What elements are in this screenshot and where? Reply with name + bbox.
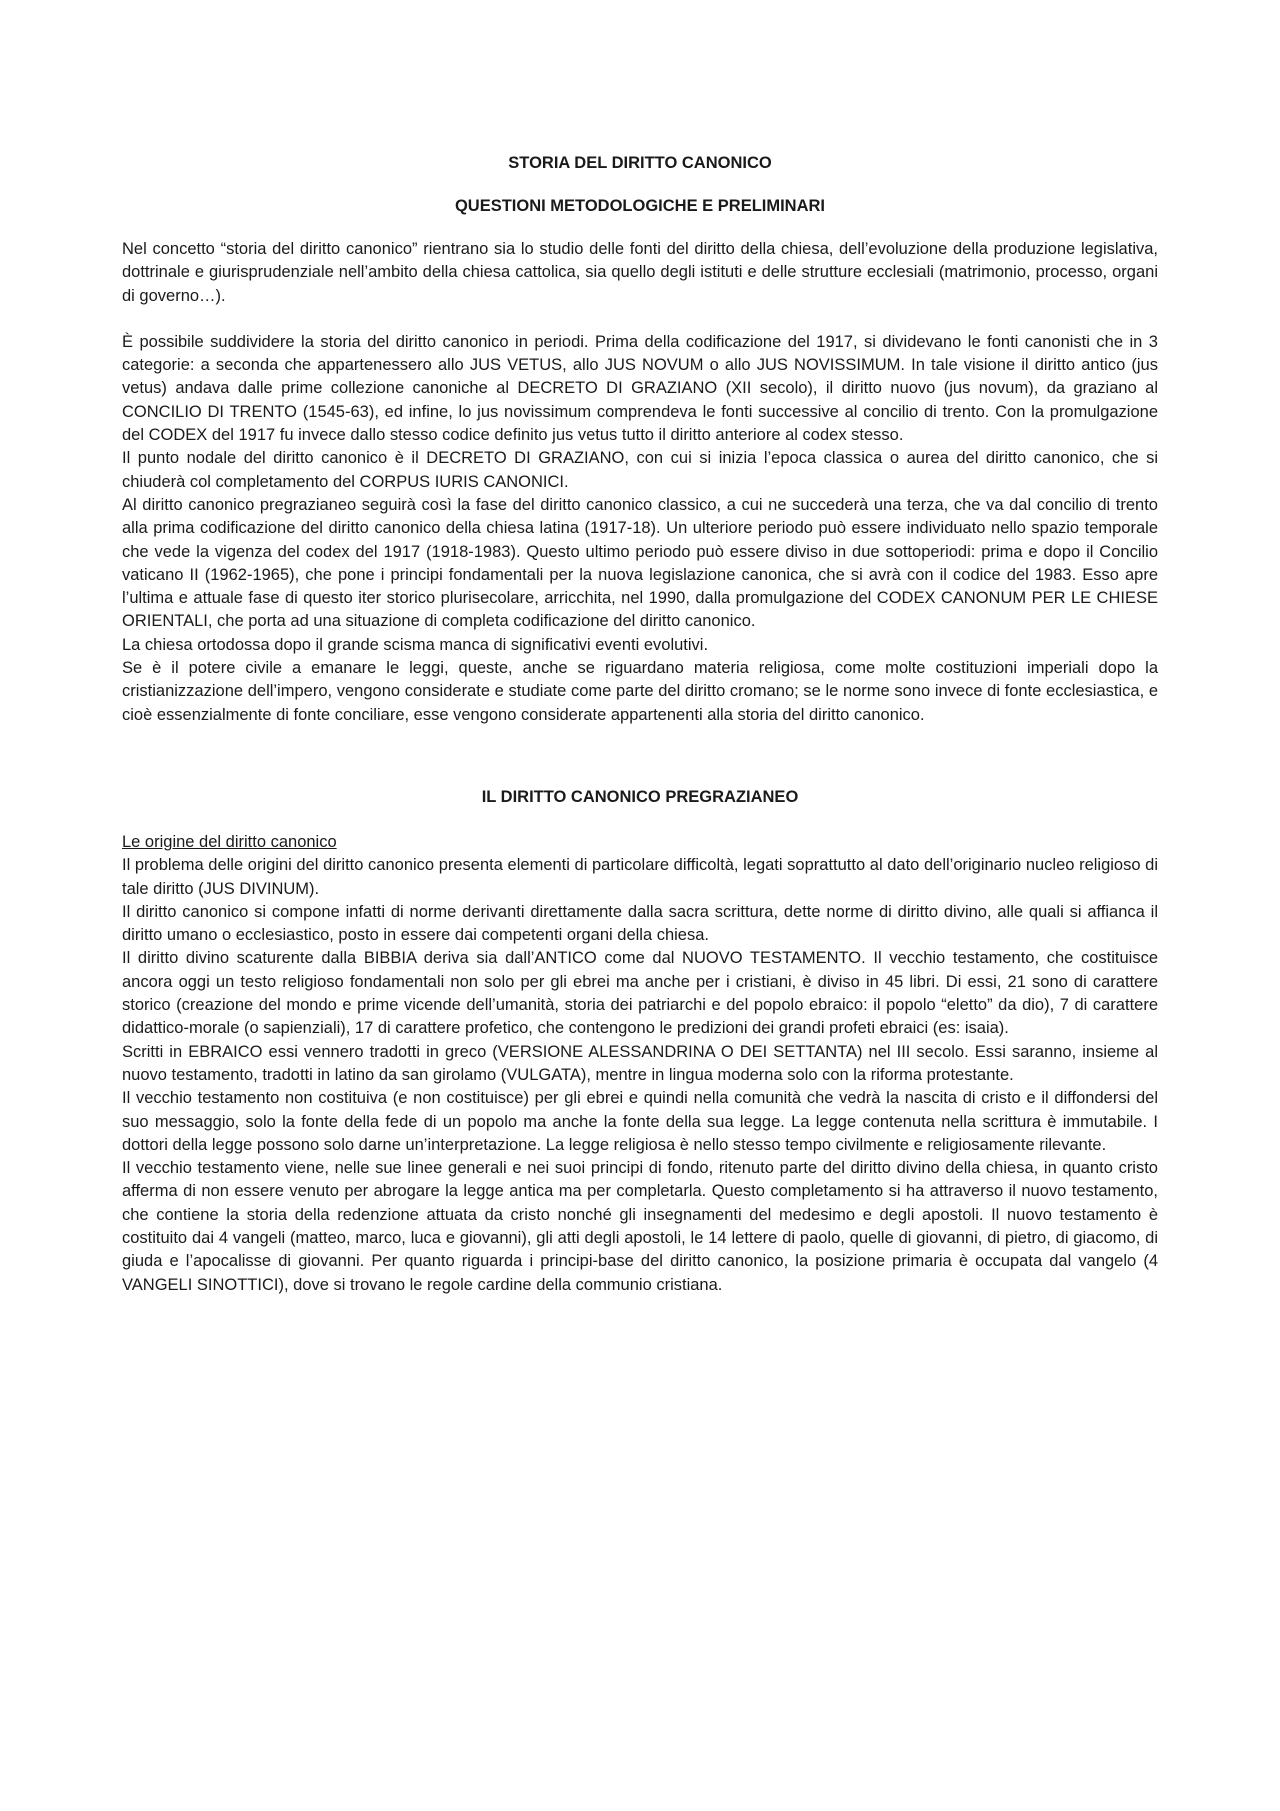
intro-paragraph: Nel concetto “storia del diritto canonico” rientrano sia lo studio delle fonti del diritto della chiesa, dell’evoluzione della produzione legislativa, dottrinale e giurisprudenziale nell’ambito della chiesa cattolica, sia quello degli istituti e delle strutture ecclesiali (matrimonio, processo, organi di governo…). <box>122 240 1158 305</box>
section-paragraph: Il vecchio testamento non costituiva (e non costituisce) per gli ebrei e quindi nella comunità che vedrà la nascita di cristo e il diffondersi del suo messaggio, solo la fonte della fede di un popolo ma anche la fonte della sua legge. La legge contenuta nella scrittura è immutabile. I dottori della legge possono solo darne un’interpretazione. La legge religiosa è nello stesso tempo civilmente e religiosamente rilevante. <box>122 1089 1158 1154</box>
body-paragraph: Il punto nodale del diritto canonico è il DECRETO DI GRAZIANO, con cui si inizia l’epoca classica o aurea del diritto canonico, che si chiuderà col completamento del CORPUS IURIS CANONICI. <box>122 449 1158 491</box>
body-paragraph: Se è il potere civile a emanare le leggi, queste, anche se riguardano materia religiosa, come molte costituzioni imperiali dopo la cristianizzazione dell’impero, vengono considerate e studiate come parte del diritto cromano; se le norme sono invece di fonte ecclesiastica, e cioè essenzialmente di fonte conciliare, esse vengono considerate appartenenti alla storia del diritto canonico. <box>122 659 1158 724</box>
section-paragraph: Il diritto canonico si compone infatti di norme derivanti direttamente dalla sacra scrittura, dette norme di diritto divino, alle quali si affianca il diritto umano o ecclesiastico, posto in essere dai competenti organi della chiesa. <box>122 902 1158 945</box>
section-title: IL DIRITTO CANONICO PREGRAZIANEO <box>481 787 799 806</box>
document-title: STORIA DEL DIRITTO CANONICO <box>508 154 772 172</box>
section-paragraph: Scritti in EBRAICO essi vennero tradotti in greco (VERSIONE ALESSANDRINA O DEI SETTANTA) nel III secolo. Essi saranno, insieme al nuovo testamento, tradotti in latino da san girolamo (VULGATA), mentre in lingua moderna solo con la riforma protestante. <box>122 1042 1158 1084</box>
body-paragraph: È possibile suddividere la storia del diritto canonico in periodi. Prima della codificazione del 1917, si dividevano le fonti canonisti che in 3 categorie: a seconda che appartenessero allo JUS VETUS, allo JUS NOVUM o allo JUS NOVISSIMUM. In tale visione il diritto antico (jus vetus) andava dalle prime collezione canoniche al DECRETO DI GRAZIANO (XII secolo), il diritto nuovo (jus novum), da graziano al CONCILIO DI TRENTO (1545-63), ed infine, lo jus novissimum comprendeva le fonti successive al concilio di trento. Con la promulgazione del CODEX del 1917 fu invece dallo stesso codice definito jus vetus tutto il diritto anteriore al codex stesso. <box>122 332 1158 445</box>
section-paragraph: Il diritto divino scaturente dalla BIBBIA deriva sia dall’ANTICO come dal NUOVO TESTAMENTO. Il vecchio testamento, che costituisce ancora oggi un testo religioso fondamentali non solo per gli ebrei ma anche per i cristiani, è diviso in 45 libri. Di essi, 21 sono di carattere storico (creazione del mondo e prime vicende dell’umanità, storia dei patriarchi e del popolo ebraico: il popolo “eletto” da dio), 7 di carattere didattico-morale (o sapienziali), 17 di carattere profetico, che contengono le predizioni dei grandi profeti ebraici (es: isaia). <box>122 949 1158 1038</box>
body-paragraph: Al diritto canonico pregrazianeo seguirà così la fase del diritto canonico classico, a cui ne succederà una terza, che va dal concilio di trento alla prima codificazione del diritto canonico della chiesa latina (1917-18). Un ulteriore periodo può essere individuato nello spazio temporale che vede la vigenza del codex del 1917 (1918-1983). Questo ultimo periodo può essere diviso in due sottoperiodi: prima e dopo il Concilio vaticano II (1962-1965), che pone i principi fondamentali per la nuova legislazione canonica, che si avrà con il codice del 1983. Esso apre l’ultima e attuale fase di questo iter storico plurisecolare, arricchita, nel 1990, dalla promulgazione del CODEX CANONUM PER LE CHIESE ORIENTALI, che porta ad una situazione di completa codificazione del diritto canonico. <box>122 495 1158 631</box>
section-paragraph: Il vecchio testamento viene, nelle sue linee generali e nei suoi principi di fondo, ritenuto parte del diritto divino della chiesa, in quanto cristo afferma di non essere venuto per abrogare la legge antica ma per completarla. Questo completamento si ha attraverso il nuovo testamento, che contiene la storia della redenzione attuata da cristo nonché gli insegnamenti del medesimo e degli apostoli. Il nuovo testamento è costituito dai 4 vangeli (matteo, marco, luca e giovanni), gli atti degli apostoli, le 14 lettere di paolo, quelle di giovanni, di pietro, di giacomo, di giuda e l’apocalisse di giovanni. Per quanto riguarda i principi-base del diritto canonico, la posizione primaria è occupata dal vangelo (4 VANGELI SINOTTICI), dove si trovano le regole cardine della communio cristiana. <box>122 1159 1158 1294</box>
section-subheading: Le origine del diritto canonico <box>122 832 337 851</box>
document-subtitle: QUESTIONI METODOLOGICHE E PRELIMINARI <box>454 197 826 215</box>
section-paragraph: Il problema delle origini del diritto canonico presenta elementi di particolare difficoltà, legati soprattutto al dato dell’originario nucleo religioso di tale diritto (JUS DIVINUM). <box>122 856 1158 898</box>
body-paragraph: La chiesa ortodossa dopo il grande scisma manca di significativi eventi evolutivi. <box>122 635 709 654</box>
paragraph-gap <box>122 308 1158 331</box>
document-page <box>122 148 1158 1297</box>
